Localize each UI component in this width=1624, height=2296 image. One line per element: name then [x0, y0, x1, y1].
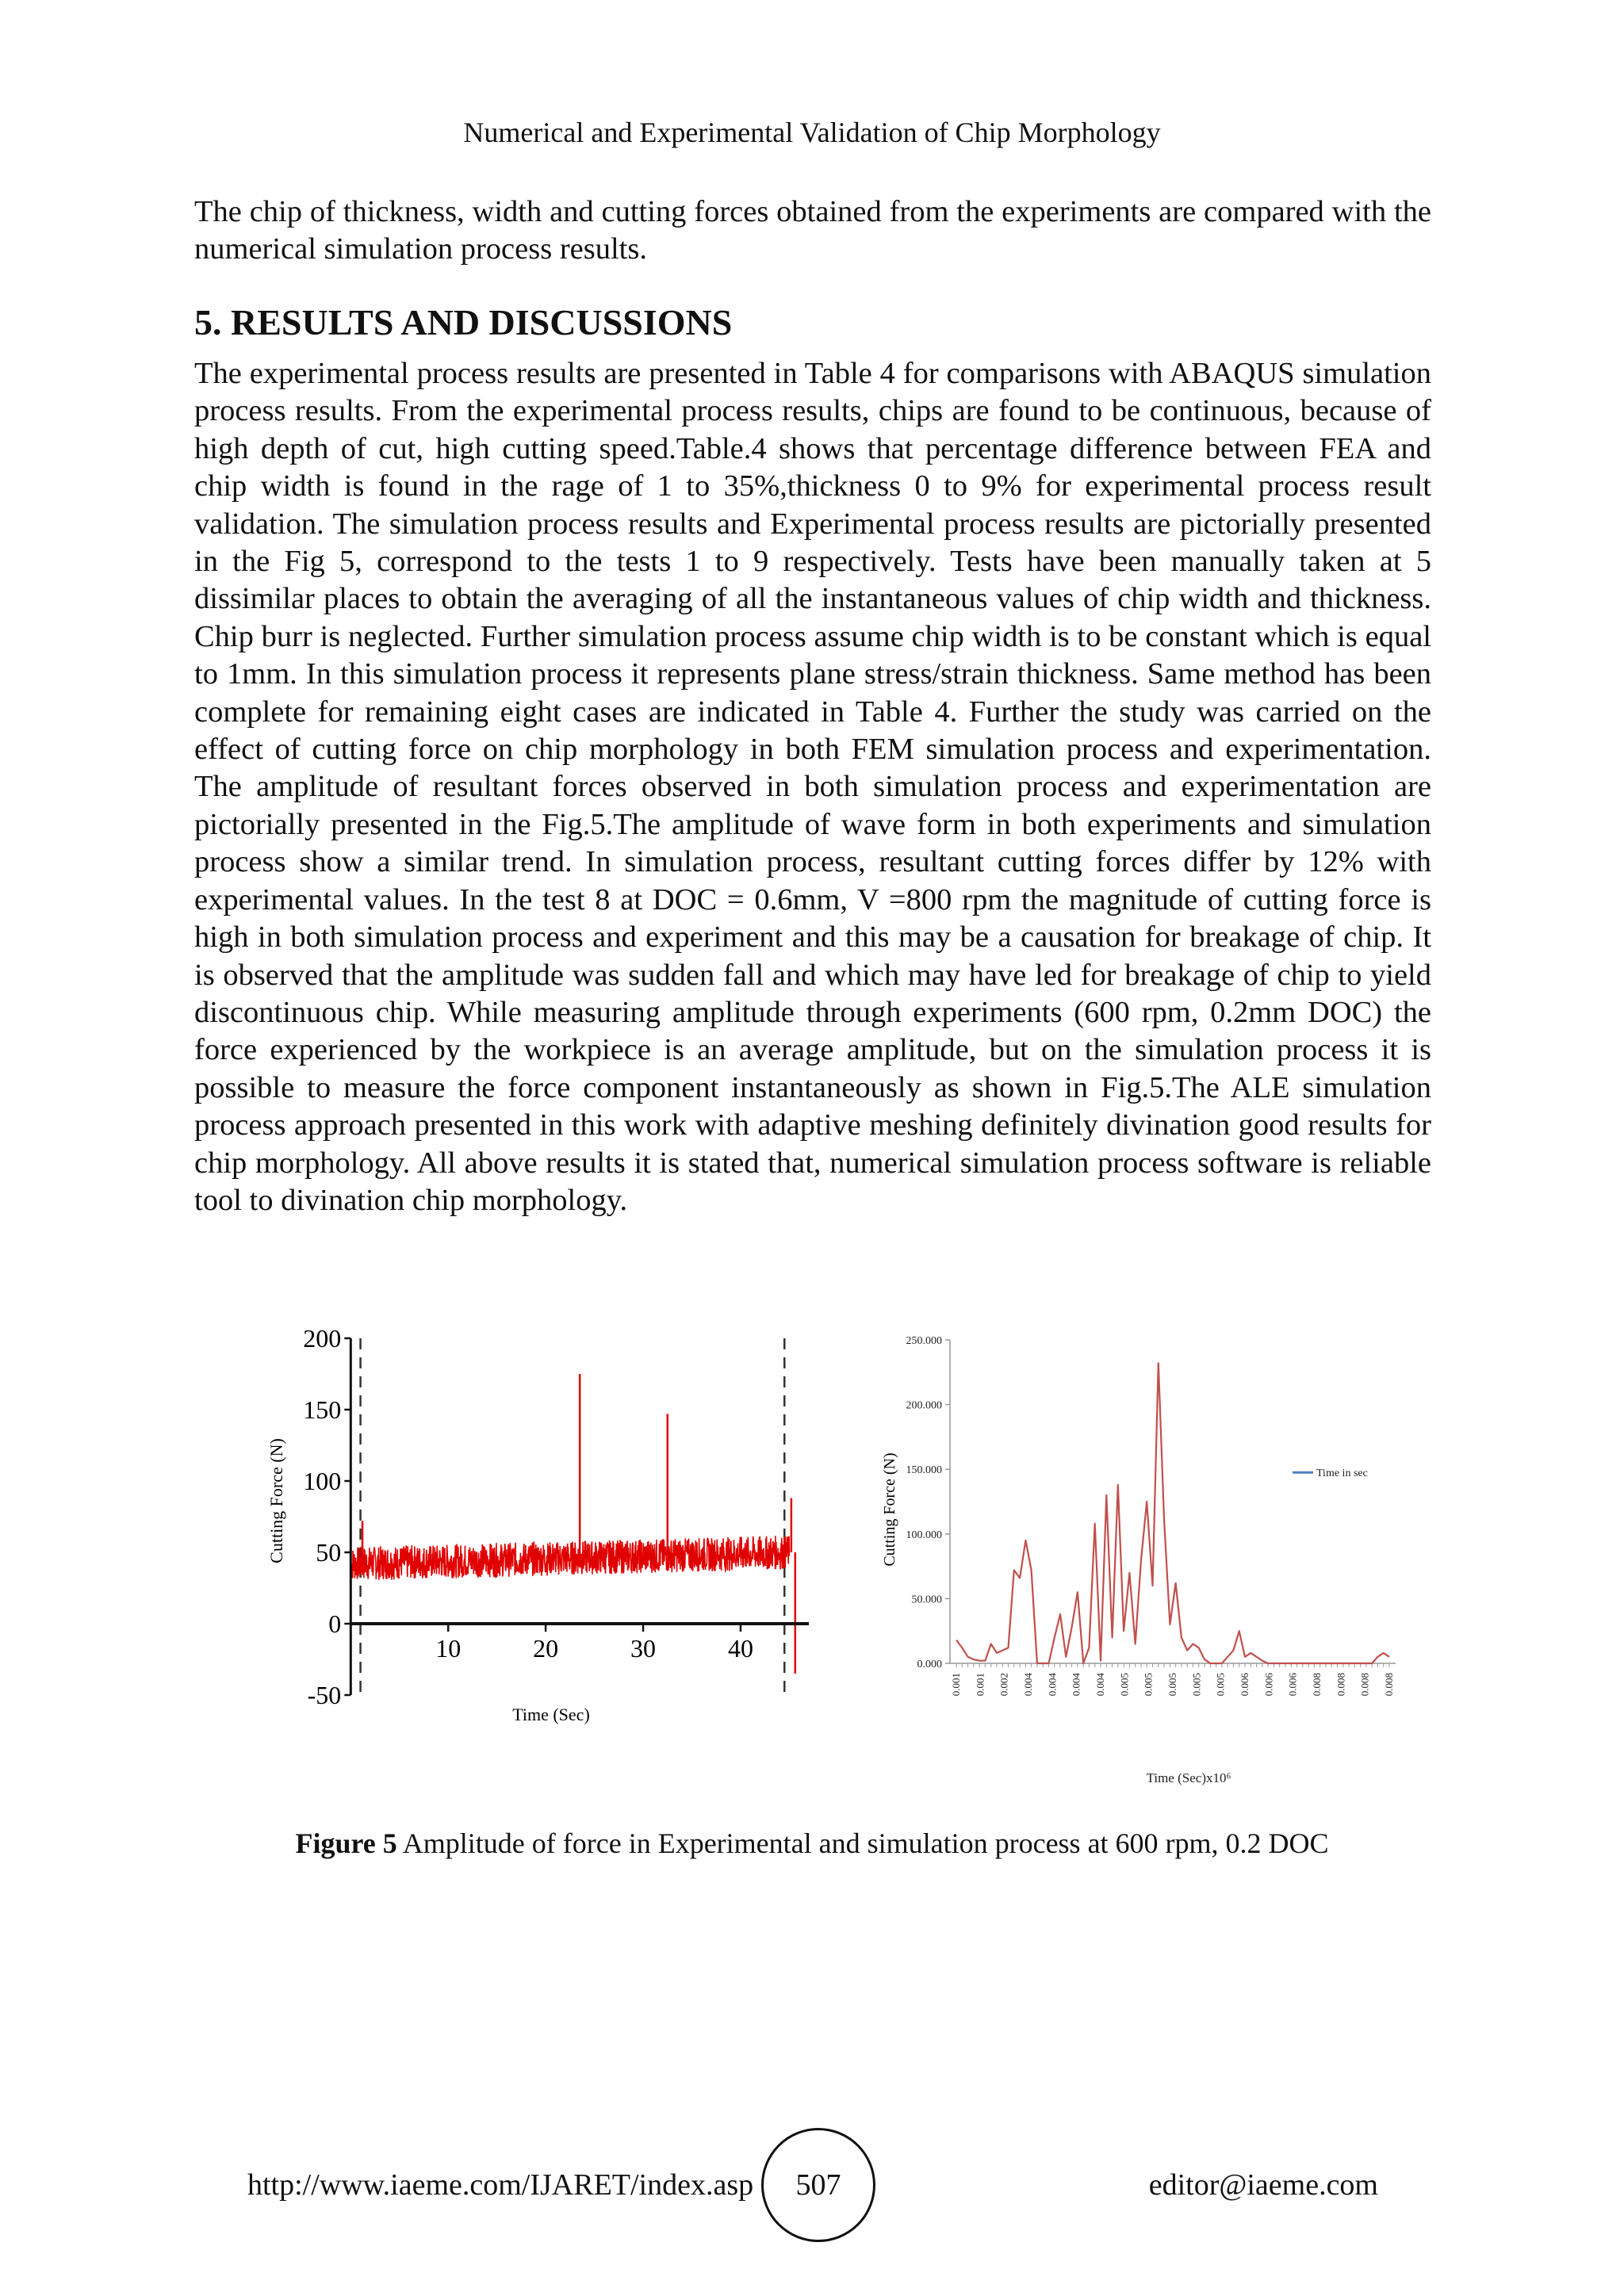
y-tick-label-5: 200: [303, 1324, 342, 1353]
x-tick-label-3: 0.004: [1022, 1673, 1034, 1697]
y-tick-label-3: 150.000: [906, 1464, 942, 1477]
x-tick-label-9: 0.005: [1166, 1673, 1178, 1697]
x-tick-label-0: 10: [435, 1634, 462, 1663]
footer-url-link[interactable]: http://www.iaeme.com/IJARET/index.asp: [247, 2168, 754, 2202]
x-tick-label-18: 0.008: [1383, 1673, 1395, 1697]
simulation-force-chart: [872, 1322, 1427, 1798]
x-tick-label-2: 30: [630, 1634, 657, 1663]
y-tick-label-2: 50: [316, 1538, 342, 1567]
y-tick-label-1: 50.000: [911, 1594, 942, 1606]
y-axis-title: Cutting Force (N): [266, 1438, 286, 1563]
page-number-badge: [761, 2128, 875, 2242]
y-tick-label-1: 0: [328, 1609, 342, 1638]
x-tick-label-2: 0.002: [998, 1673, 1010, 1697]
y-tick-label-2: 100.000: [906, 1529, 942, 1541]
x-tick-label-10: 0.005: [1190, 1673, 1203, 1697]
x-tick-label-17: 0.008: [1358, 1673, 1371, 1697]
x-tick-label-13: 0.006: [1262, 1673, 1275, 1697]
x-tick-label-11: 0.005: [1214, 1673, 1227, 1697]
x-tick-label-14: 0.006: [1286, 1673, 1299, 1697]
x-tick-label-15: 0.008: [1311, 1673, 1323, 1697]
x-tick-label-6: 0.004: [1094, 1673, 1106, 1697]
intro-paragraph: The chip of thickness, width and cutting forces obtained from the experiments are compared with the numerical simulation process results.: [194, 195, 1431, 266]
x-axis-title: Time (Sec)x10⁶: [1146, 1770, 1231, 1785]
force-series-line: [956, 1363, 1389, 1663]
x-tick-label-12: 0.006: [1239, 1673, 1251, 1697]
section-heading: 5. RESULTS AND DISCUSSIONS: [194, 302, 733, 342]
x-tick-label-3: 40: [727, 1634, 753, 1663]
figure-label: Figure 5: [295, 1827, 397, 1859]
x-tick-label-5: 0.004: [1070, 1673, 1082, 1697]
x-tick-label-7: 0.005: [1118, 1673, 1131, 1697]
y-tick-label-4: 200.000: [906, 1399, 942, 1412]
x-tick-label-16: 0.008: [1335, 1673, 1347, 1697]
x-tick-label-8: 0.005: [1142, 1673, 1155, 1697]
figure-caption: [0, 1827, 1624, 1860]
discussion-block: [194, 355, 1431, 1219]
y-tick-label-5: 250.000: [906, 1335, 942, 1347]
y-tick-label-0: -50: [307, 1681, 342, 1709]
y-tick-label-4: 150: [303, 1395, 342, 1424]
legend-label: Time in sec: [1316, 1468, 1368, 1480]
y-axis-title: Cutting Force (N): [881, 1452, 898, 1567]
x-axis-title: Time (Sec): [512, 1705, 590, 1724]
y-tick-label-0: 0.000: [917, 1659, 942, 1670]
x-tick-label-1: 20: [533, 1634, 559, 1663]
page-number: 507: [795, 2168, 841, 2202]
force-noise-series: [350, 1536, 789, 1580]
discussion-paragraph: The experimental process results are presented in Table 4 for comparisons with ABAQUS simulation process results. From the experimental process results, chips are found to be continuous, because of high depth of cut, high cutting speed.Table.4 shows that percentage difference between FEA and chip width is found in the rage of 1 to 35%,thickness 0 to 9% for experimental process result validation. The simulation process results and Experimental process results are pictorially presented in the Fig 5, correspond to the tests 1 to 9 respectively. Tests have been manually taken at 5 dissimilar places to obtain the averaging of all the instantaneous values of chip width and thickness. Chip burr is neglected. Further simulation process assume chip width is to be constant which is equal to 1mm. In this simulation process it represents plane stress/strain thickness. Same method has been complete for remaining eight cases are indicated in Table 4. Further the study was carried on the effect of cutting force on chip morphology in both FEM simulation process and experimentation. The amplitude of resultant forces observed in both simulation process and experimentation are pictorially presented in the Fig.5.The amplitude of wave form in both experiments and simulation process show a similar trend. In simulation process, resultant cutting forces differ by 12% with experimental values. In the test 8 at DOC = 0.6mm, V =800 rpm the magnitude of cutting force is high in both simulation process and experiment and this may be a causation for breakage of chip. It is observed that the amplitude was sudden fall and which may have led for breakage of chip to yield discontinuous chip. While measuring amplitude through experiments (600 rpm, 0.2mm DOC) the force experienced by the workpiece is an average amplitude, but on the simulation process it is possible to measure the force component instantaneously as shown in Fig.5.The ALE simulation process approach presented in this work with adaptive meshing definitely divination good results for chip morphology. All above results it is stated that, numerical simulation process software is reliable tool to divination chip morphology.: [194, 357, 1431, 1217]
figure-caption-text: Amplitude of force in Experimental and simulation process at 600 rpm, 0.2 DOC: [396, 1827, 1329, 1859]
running-header: Numerical and Experimental Validation of Chip Morphology: [463, 117, 1161, 148]
x-tick-label-0: 0.001: [950, 1673, 962, 1697]
x-tick-label-4: 0.004: [1046, 1673, 1059, 1697]
experimental-force-chart: [262, 1322, 833, 1766]
y-tick-label-3: 100: [303, 1467, 342, 1495]
x-tick-label-1: 0.001: [974, 1673, 986, 1697]
intro-block: [194, 193, 1431, 269]
footer-email-link[interactable]: editor@iaeme.com: [1148, 2168, 1378, 2202]
